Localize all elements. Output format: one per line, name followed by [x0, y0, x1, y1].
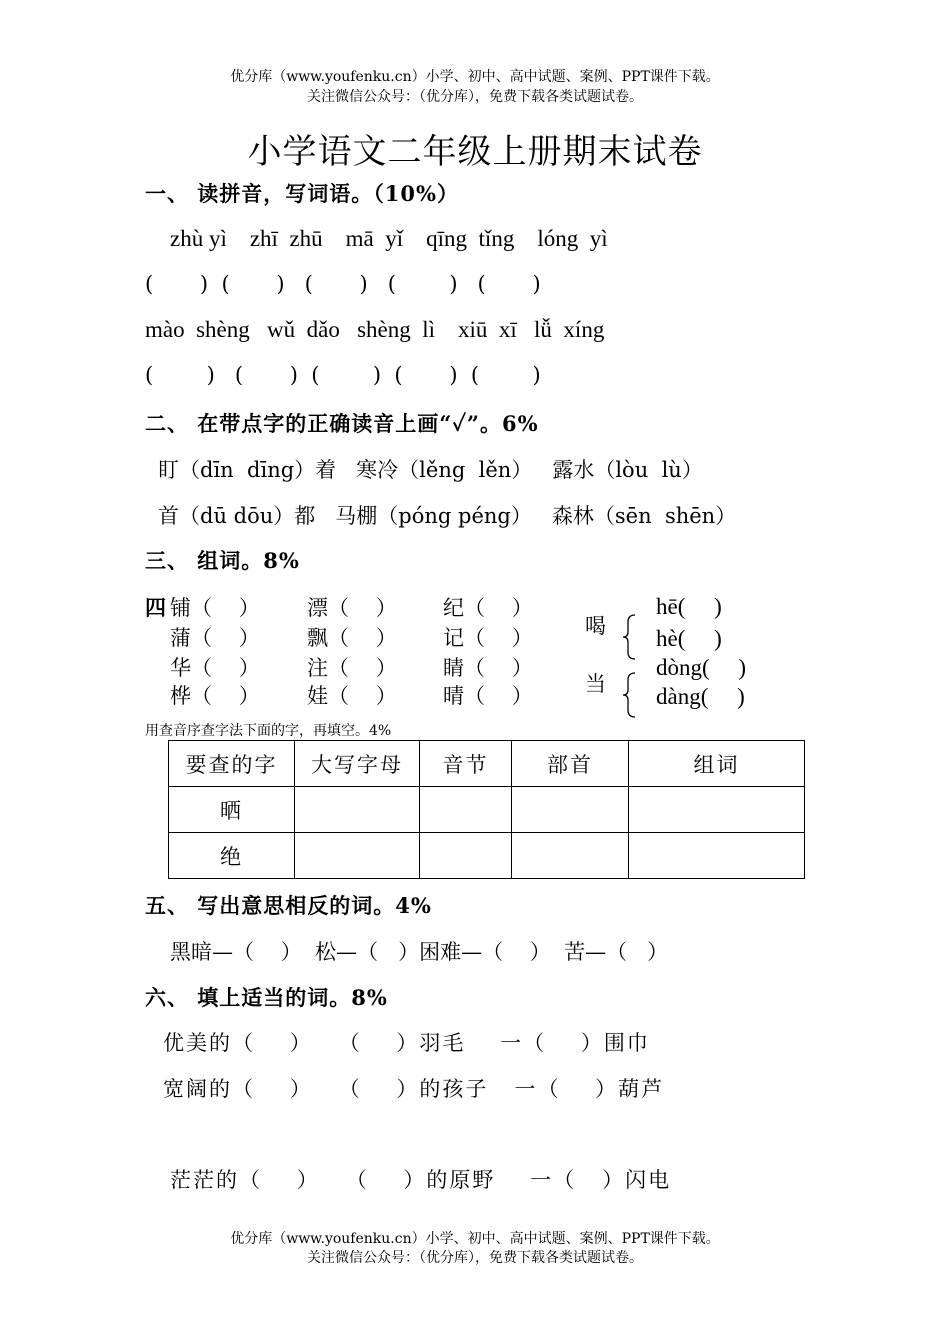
- polyphone-char-1: 喝: [585, 614, 606, 638]
- fill-row-1: 优美的（ ） （ ）羽毛 一（ ）围巾: [163, 1031, 650, 1055]
- pinyin-row-1: zhù yì zhī zhū mā yǐ qīng tǐng lóng yì: [170, 226, 608, 251]
- word-item: 桦（ ）: [170, 684, 260, 708]
- answer-blanks-row-2: ( ) ( ) ( ) ( ) ( ): [145, 363, 541, 387]
- fill-row-2: 宽阔的（ ） （ ）的孩子 一（ ）葫芦: [163, 1077, 665, 1101]
- footer-line-2: 关注微信公众号：（优分库），免费下载各类试题试卷。: [307, 1250, 643, 1266]
- section-3-heading: 三、 组词。8%: [145, 548, 300, 573]
- word-item: 晴（ ）: [443, 684, 533, 708]
- pinyin-row-2: mào shèng wǔ dǎo shèng lì xiū xī lǚ xíng: [145, 317, 605, 342]
- fill-row-3: 茫茫的（ ） （ ）的原野 一（ ）闪电: [170, 1168, 672, 1192]
- table-row: [169, 787, 805, 833]
- table-cell-blank: [295, 833, 420, 879]
- polyphone-char-2: 当: [585, 672, 606, 696]
- header-line-2: 关注微信公众号：（优分库），免费下载各类试题试卷。: [307, 89, 643, 105]
- polyphone-1-reading-2: hè( ): [656, 626, 722, 651]
- section-4-marker: 四: [145, 595, 167, 620]
- word-item: 娃（ ）: [307, 684, 397, 708]
- word-item: 铺（ ）: [170, 596, 260, 620]
- word-group-col-2: [307, 592, 397, 708]
- section-4-intro: 用查音序查字法下面的字，再填空。4%: [145, 723, 392, 739]
- table-row: [169, 833, 805, 879]
- table-cell-char: 绝: [169, 833, 295, 879]
- polyphone-2-reading-2: dàng( ): [656, 684, 745, 709]
- table-cell-blank: [420, 833, 512, 879]
- table-header-row: [169, 741, 805, 787]
- left-brace-icon: [622, 614, 636, 660]
- lookup-table: [168, 740, 805, 879]
- word-item: 纪（ ）: [443, 596, 533, 620]
- section-1-heading: 一、 读拼音，写词语。（10%）: [145, 181, 459, 206]
- word-item: 睛（ ）: [443, 656, 533, 680]
- section-5-heading: 五、 写出意思相反的词。4%: [145, 893, 432, 918]
- answer-blanks-row-1: ( ) ( ) ( ) ( ) ( ): [145, 272, 541, 296]
- word-item: 蒲（ ）: [170, 626, 260, 650]
- reading-choice-row-1: 盯（dīn dīng）着 寒冷（lěng lěn） 露水（lòu lù）: [158, 458, 703, 482]
- antonym-row: 黑暗—（ ） 松—（ ）困难—（ ） 苦—（ ）: [170, 940, 669, 964]
- word-group-col-3: [443, 592, 533, 708]
- table-cell-char: 晒: [169, 787, 295, 833]
- word-item: 华（ ）: [170, 656, 260, 680]
- table-header: 要查的字: [169, 741, 295, 787]
- table-cell-blank: [629, 833, 805, 879]
- section-6-heading: 六、 填上适当的词。8%: [145, 985, 388, 1010]
- word-item: 漂（ ）: [307, 596, 397, 620]
- table-header: 组词: [629, 741, 805, 787]
- left-brace-icon: [622, 672, 636, 718]
- table-cell-blank: [629, 787, 805, 833]
- section-2-heading: 二、 在带点字的正确读音上画“✓”。6%: [145, 411, 539, 436]
- table-cell-blank: [512, 787, 629, 833]
- table-cell-blank: [420, 787, 512, 833]
- word-item: 飘（ ）: [307, 626, 397, 650]
- polyphone-2-reading-1: dòng( ): [656, 655, 747, 680]
- word-group-col-1: [170, 592, 260, 708]
- table-cell-blank: [512, 833, 629, 879]
- header-line-1: 优分库（www.youfenku.cn）小学、初中、高中试题、案例、PPT课件下载。: [230, 69, 720, 85]
- table-header: 大写字母: [295, 741, 420, 787]
- polyphone-1-reading-1: hē( ): [656, 594, 722, 619]
- footer-line-1: 优分库（www.youfenku.cn）小学、初中、高中试题、案例、PPT课件下载。: [230, 1231, 720, 1247]
- page-title: 小学语文二年级上册期末试卷: [247, 132, 703, 172]
- word-item: 记（ ）: [443, 626, 533, 650]
- reading-choice-row-2: 首（dū dōu）都 马棚（póng péng） 森林（sēn shēn）: [158, 504, 737, 528]
- table-header: 音节: [420, 741, 512, 787]
- word-item: 注（ ）: [307, 656, 397, 680]
- table-header: 部首: [512, 741, 629, 787]
- table-cell-blank: [295, 787, 420, 833]
